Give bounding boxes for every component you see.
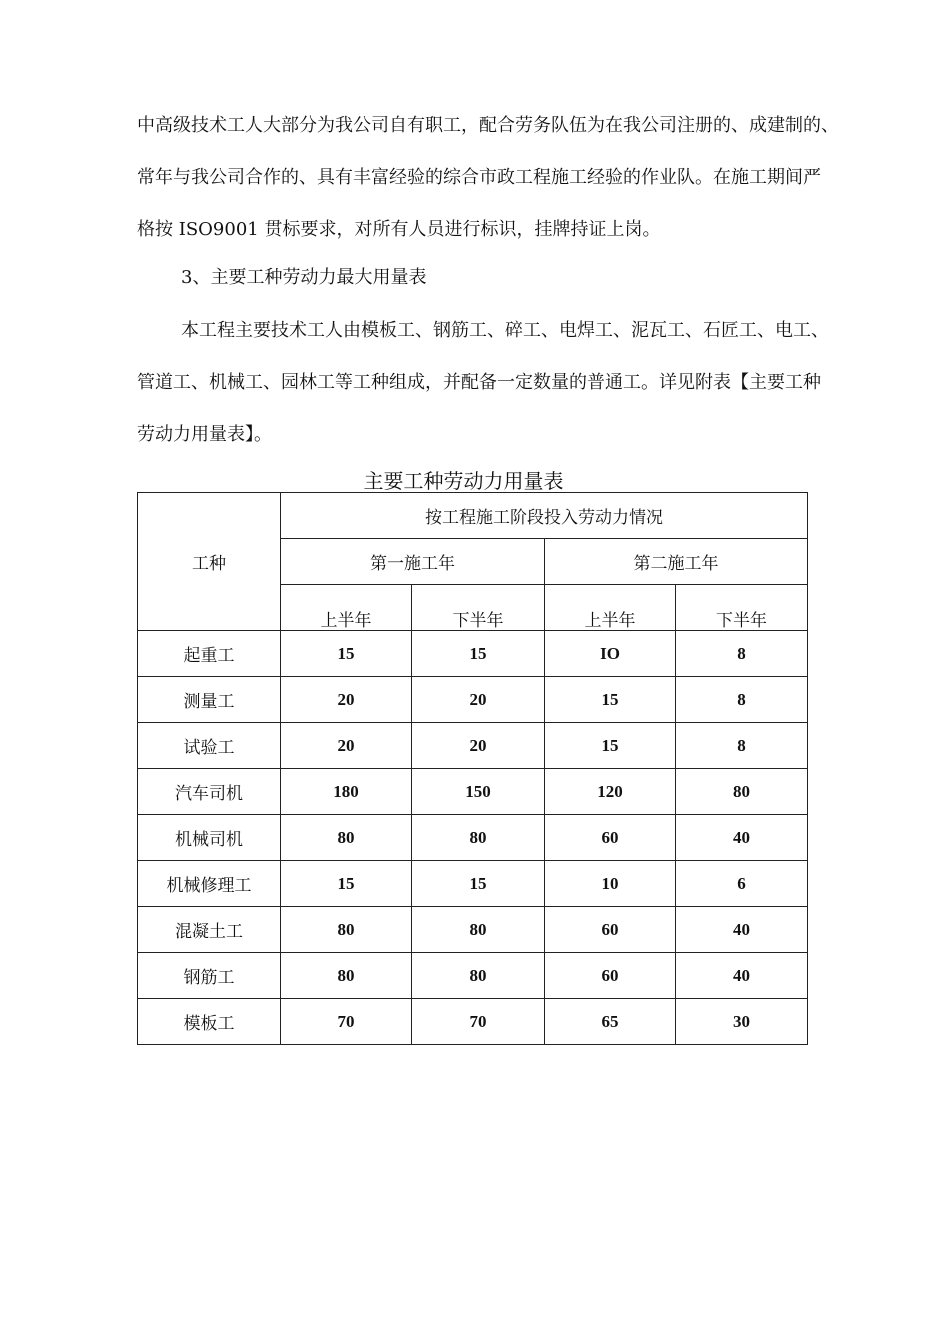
trade-cell: 起重工	[138, 631, 281, 677]
table-row	[138, 907, 808, 953]
table-row	[138, 861, 808, 907]
value-cell: 80	[412, 815, 545, 861]
paragraph-line: 常年与我公司合作的、具有丰富经验的综合市政工程施工经验的作业队。在施工期间严	[137, 167, 821, 188]
paragraph-line: 格按 ISO9001 贯标要求，对所有人员进行标识，挂牌持证上岗。	[137, 219, 661, 240]
trade-cell: 测量工	[138, 677, 281, 723]
table-row	[138, 677, 808, 723]
value-cell: 80	[281, 815, 412, 861]
section-heading-text: 3、主要工种劳动力最大用量表	[181, 267, 427, 288]
body-paragraph	[137, 305, 897, 461]
value-cell: 80	[281, 907, 412, 953]
value-cell: 80	[676, 769, 808, 815]
value-cell: 15	[545, 723, 676, 769]
table-title: 主要工种劳动力用量表	[363, 469, 564, 493]
value-cell: 8	[676, 631, 808, 677]
trade-cell: 试验工	[138, 723, 281, 769]
trade-cell: 钢筋工	[138, 953, 281, 999]
value-cell: 60	[545, 907, 676, 953]
value-cell: 15	[412, 631, 545, 677]
value-cell: 150	[412, 769, 545, 815]
trade-cell: 模板工	[138, 999, 281, 1045]
value-cell: 15	[281, 861, 412, 907]
value-cell: 60	[545, 815, 676, 861]
value-cell: IO	[545, 631, 676, 677]
value-cell: 8	[676, 677, 808, 723]
value-cell: 40	[676, 953, 808, 999]
header-half: 上半年	[545, 585, 676, 631]
value-cell: 15	[545, 677, 676, 723]
paragraph-line: 管道工、机械工、园林工等工种组成，并配备一定数量的普通工。详见附表【主要工种	[137, 372, 821, 393]
value-cell: 180	[281, 769, 412, 815]
header-year1: 第一施工年	[281, 539, 545, 585]
paragraph-line: 本工程主要技术工人由模板工、钢筋工、碎工、电焊工、泥瓦工、石匠工、电工、	[181, 320, 829, 341]
table-row	[138, 815, 808, 861]
value-cell: 20	[412, 677, 545, 723]
value-cell: 70	[412, 999, 545, 1045]
value-cell: 6	[676, 861, 808, 907]
table-row	[138, 953, 808, 999]
paragraph-line: 中高级技术工人大部分为我公司自有职工，配合劳务队伍为在我公司注册的、成建制的、	[137, 115, 839, 136]
header-half: 上半年	[281, 585, 412, 631]
trade-cell: 混凝土工	[138, 907, 281, 953]
value-cell: 80	[412, 907, 545, 953]
value-cell: 60	[545, 953, 676, 999]
value-cell: 80	[281, 953, 412, 999]
value-cell: 80	[412, 953, 545, 999]
value-cell: 40	[676, 907, 808, 953]
section-heading	[181, 252, 881, 304]
table-header-row	[138, 493, 808, 539]
value-cell: 40	[676, 815, 808, 861]
value-cell: 30	[676, 999, 808, 1045]
trade-cell: 机械司机	[138, 815, 281, 861]
header-group: 按工程施工阶段投入劳动力情况	[281, 493, 808, 539]
value-cell: 20	[412, 723, 545, 769]
labor-table	[137, 492, 808, 1045]
header-year2: 第二施工年	[545, 539, 808, 585]
value-cell: 120	[545, 769, 676, 815]
header-half: 下半年	[412, 585, 545, 631]
trade-cell: 机械修理工	[138, 861, 281, 907]
header-half: 下半年	[676, 585, 808, 631]
value-cell: 15	[281, 631, 412, 677]
intro-paragraph	[137, 100, 897, 256]
value-cell: 15	[412, 861, 545, 907]
value-cell: 10	[545, 861, 676, 907]
value-cell: 8	[676, 723, 808, 769]
table-row	[138, 631, 808, 677]
table-row	[138, 999, 808, 1045]
value-cell: 70	[281, 999, 412, 1045]
trade-cell: 汽车司机	[138, 769, 281, 815]
table-row	[138, 769, 808, 815]
value-cell: 20	[281, 677, 412, 723]
paragraph-line: 劳动力用量表】。	[137, 424, 272, 445]
value-cell: 20	[281, 723, 412, 769]
header-trade: 工种	[138, 493, 281, 631]
table-row	[138, 723, 808, 769]
value-cell: 65	[545, 999, 676, 1045]
